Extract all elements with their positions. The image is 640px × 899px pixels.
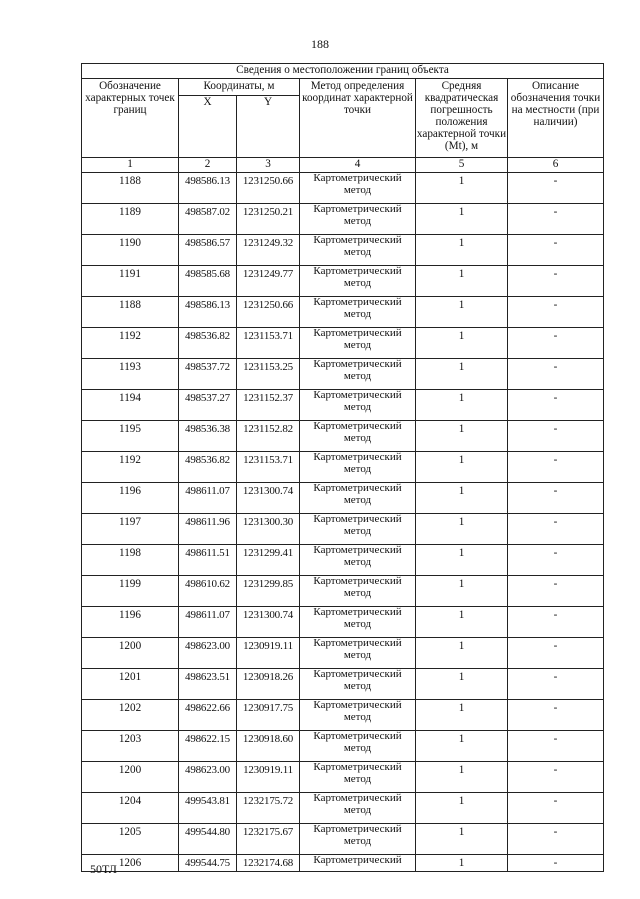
description-cell: - — [508, 824, 604, 855]
coordinate-y-cell: 1231249.32 — [237, 235, 300, 266]
table-row — [82, 266, 604, 297]
error-cell: 1 — [416, 204, 508, 235]
coordinate-x-cell: 498586.13 — [179, 297, 237, 328]
method-cell: Картометрический метод — [300, 700, 416, 731]
point-id-cell: 1203 — [82, 731, 179, 762]
column-number-row — [82, 158, 604, 173]
boundary-points-table — [81, 63, 604, 872]
description-cell: - — [508, 731, 604, 762]
header-description: Описание обозначения точки на местности (при наличии) — [508, 79, 604, 158]
column-number: 6 — [508, 158, 604, 173]
coordinate-x-cell: 498611.07 — [179, 607, 237, 638]
coordinate-y-cell: 1231250.66 — [237, 297, 300, 328]
coordinate-y-cell: 1231299.85 — [237, 576, 300, 607]
error-cell: 1 — [416, 669, 508, 700]
description-cell: - — [508, 514, 604, 545]
coordinate-x-cell: 498537.27 — [179, 390, 237, 421]
point-id-cell: 1196 — [82, 483, 179, 514]
description-cell: - — [508, 204, 604, 235]
table-row — [82, 855, 604, 872]
coordinate-y-cell: 1230919.11 — [237, 762, 300, 793]
description-cell: - — [508, 452, 604, 483]
error-cell: 1 — [416, 793, 508, 824]
description-cell: - — [508, 669, 604, 700]
error-cell: 1 — [416, 266, 508, 297]
table-row — [82, 762, 604, 793]
coordinate-y-cell: 1231300.74 — [237, 483, 300, 514]
point-id-cell: 1201 — [82, 669, 179, 700]
coordinate-x-cell: 499543.81 — [179, 793, 237, 824]
table-row — [82, 328, 604, 359]
coordinate-x-cell: 498611.51 — [179, 545, 237, 576]
method-cell: Картометрический метод — [300, 607, 416, 638]
coordinate-x-cell: 498537.72 — [179, 359, 237, 390]
table-row — [82, 731, 604, 762]
coordinate-y-cell: 1231249.77 — [237, 266, 300, 297]
coordinate-x-cell: 498610.62 — [179, 576, 237, 607]
description-cell: - — [508, 855, 604, 872]
table-row — [82, 235, 604, 266]
header-row — [82, 79, 604, 96]
coordinate-y-cell: 1230917.75 — [237, 700, 300, 731]
coordinate-x-cell: 498623.00 — [179, 638, 237, 669]
point-id-cell: 1190 — [82, 235, 179, 266]
coordinate-x-cell: 498585.68 — [179, 266, 237, 297]
error-cell: 1 — [416, 359, 508, 390]
header-y: Y — [237, 96, 300, 158]
method-cell: Картометрический метод — [300, 762, 416, 793]
point-id-cell: 1194 — [82, 390, 179, 421]
error-cell: 1 — [416, 731, 508, 762]
coordinate-x-cell: 498586.13 — [179, 173, 237, 204]
table-row — [82, 297, 604, 328]
header-method: Метод определения координат характерной точки — [300, 79, 416, 158]
point-id-cell: 1193 — [82, 359, 179, 390]
column-number: 5 — [416, 158, 508, 173]
method-cell: Картометрический метод — [300, 421, 416, 452]
point-id-cell: 1192 — [82, 328, 179, 359]
description-cell: - — [508, 483, 604, 514]
error-cell: 1 — [416, 297, 508, 328]
method-cell: Картометрический метод — [300, 297, 416, 328]
coordinate-x-cell: 498586.57 — [179, 235, 237, 266]
coordinate-y-cell: 1230918.26 — [237, 669, 300, 700]
point-id-cell: 1189 — [82, 204, 179, 235]
point-id-cell: 1206 — [82, 855, 179, 872]
coordinate-y-cell: 1231250.66 — [237, 173, 300, 204]
point-id-cell: 1188 — [82, 173, 179, 204]
point-id-cell: 1192 — [82, 452, 179, 483]
coordinate-y-cell: 1231153.71 — [237, 452, 300, 483]
method-cell: Картометрический метод — [300, 793, 416, 824]
description-cell: - — [508, 793, 604, 824]
description-cell: - — [508, 328, 604, 359]
coordinate-x-cell: 498536.82 — [179, 328, 237, 359]
error-cell: 1 — [416, 235, 508, 266]
method-cell: Картометрический метод — [300, 204, 416, 235]
error-cell: 1 — [416, 576, 508, 607]
table-row — [82, 173, 604, 204]
description-cell: - — [508, 421, 604, 452]
error-cell: 1 — [416, 173, 508, 204]
table-row — [82, 359, 604, 390]
point-id-cell: 1204 — [82, 793, 179, 824]
table-caption-row — [82, 64, 604, 79]
table-row — [82, 638, 604, 669]
error-cell: 1 — [416, 452, 508, 483]
error-cell: 1 — [416, 762, 508, 793]
table-row — [82, 576, 604, 607]
coordinate-y-cell: 1232175.67 — [237, 824, 300, 855]
coordinate-y-cell: 1231300.74 — [237, 607, 300, 638]
coordinate-y-cell: 1230919.11 — [237, 638, 300, 669]
coordinate-y-cell: 1231300.30 — [237, 514, 300, 545]
coordinate-x-cell: 498536.38 — [179, 421, 237, 452]
error-cell: 1 — [416, 483, 508, 514]
description-cell: - — [508, 235, 604, 266]
point-id-cell: 1197 — [82, 514, 179, 545]
column-number: 3 — [237, 158, 300, 173]
method-cell: Картометрический метод — [300, 731, 416, 762]
description-cell: - — [508, 173, 604, 204]
description-cell: - — [508, 638, 604, 669]
coordinate-x-cell: 499544.75 — [179, 855, 237, 872]
page-number: 188 — [311, 37, 329, 51]
error-cell: 1 — [416, 328, 508, 359]
description-cell: - — [508, 607, 604, 638]
coordinate-y-cell: 1231152.37 — [237, 390, 300, 421]
coordinate-x-cell: 498611.96 — [179, 514, 237, 545]
footer-code: 50ТЛ — [90, 862, 117, 876]
error-cell: 1 — [416, 855, 508, 872]
method-cell: Картометрический — [300, 855, 416, 872]
coordinate-x-cell: 498622.15 — [179, 731, 237, 762]
coordinate-x-cell: 498623.51 — [179, 669, 237, 700]
point-id-cell: 1199 — [82, 576, 179, 607]
header-x: X — [179, 96, 237, 158]
coordinate-y-cell: 1231299.41 — [237, 545, 300, 576]
coordinate-y-cell: 1231152.82 — [237, 421, 300, 452]
method-cell: Картометрический метод — [300, 545, 416, 576]
table-row — [82, 700, 604, 731]
header-point: Обозначение характерных точек границ — [82, 79, 179, 158]
error-cell: 1 — [416, 638, 508, 669]
column-number: 1 — [82, 158, 179, 173]
coordinate-x-cell: 498536.82 — [179, 452, 237, 483]
method-cell: Картометрический метод — [300, 390, 416, 421]
description-cell: - — [508, 390, 604, 421]
point-id-cell: 1188 — [82, 297, 179, 328]
coordinate-x-cell: 498587.02 — [179, 204, 237, 235]
method-cell: Картометрический метод — [300, 514, 416, 545]
error-cell: 1 — [416, 390, 508, 421]
point-id-cell: 1205 — [82, 824, 179, 855]
method-cell: Картометрический метод — [300, 173, 416, 204]
table-row — [82, 483, 604, 514]
error-cell: 1 — [416, 514, 508, 545]
description-cell: - — [508, 359, 604, 390]
coordinate-y-cell: 1231153.71 — [237, 328, 300, 359]
method-cell: Картометрический метод — [300, 328, 416, 359]
table-row — [82, 824, 604, 855]
error-cell: 1 — [416, 700, 508, 731]
description-cell: - — [508, 545, 604, 576]
method-cell: Картометрический метод — [300, 669, 416, 700]
method-cell: Картометрический метод — [300, 576, 416, 607]
method-cell: Картометрический метод — [300, 638, 416, 669]
method-cell: Картометрический метод — [300, 235, 416, 266]
error-cell: 1 — [416, 421, 508, 452]
table-row — [82, 669, 604, 700]
description-cell: - — [508, 700, 604, 731]
table-row — [82, 545, 604, 576]
table-caption: Сведения о местоположении границ объекта — [82, 64, 604, 79]
method-cell: Картометрический метод — [300, 483, 416, 514]
header-coordinates: Координаты, м — [179, 79, 300, 96]
point-id-cell: 1196 — [82, 607, 179, 638]
coordinate-y-cell: 1232175.72 — [237, 793, 300, 824]
coordinate-y-cell: 1231153.25 — [237, 359, 300, 390]
point-id-cell: 1195 — [82, 421, 179, 452]
point-id-cell: 1200 — [82, 638, 179, 669]
point-id-cell: 1202 — [82, 700, 179, 731]
table-row — [82, 390, 604, 421]
description-cell: - — [508, 576, 604, 607]
error-cell: 1 — [416, 824, 508, 855]
coordinate-x-cell: 498623.00 — [179, 762, 237, 793]
table-row — [82, 452, 604, 483]
method-cell: Картометрический метод — [300, 266, 416, 297]
table-row — [82, 514, 604, 545]
point-id-cell: 1198 — [82, 545, 179, 576]
description-cell: - — [508, 297, 604, 328]
point-id-cell: 1200 — [82, 762, 179, 793]
method-cell: Картометрический метод — [300, 359, 416, 390]
coordinate-y-cell: 1231250.21 — [237, 204, 300, 235]
table-row — [82, 421, 604, 452]
error-cell: 1 — [416, 545, 508, 576]
coordinate-x-cell: 498622.66 — [179, 700, 237, 731]
column-number: 2 — [179, 158, 237, 173]
column-number: 4 — [300, 158, 416, 173]
description-cell: - — [508, 762, 604, 793]
description-cell: - — [508, 266, 604, 297]
coordinate-x-cell: 498611.07 — [179, 483, 237, 514]
header-error: Средняя квадратическая погрешность положения характерной точки (Mt), м — [416, 79, 508, 158]
point-id-cell: 1191 — [82, 266, 179, 297]
coordinate-y-cell: 1232174.68 — [237, 855, 300, 872]
method-cell: Картометрический метод — [300, 824, 416, 855]
table-row — [82, 607, 604, 638]
error-cell: 1 — [416, 607, 508, 638]
table-row — [82, 793, 604, 824]
table-row — [82, 204, 604, 235]
method-cell: Картометрический метод — [300, 452, 416, 483]
coordinate-x-cell: 499544.80 — [179, 824, 237, 855]
coordinate-y-cell: 1230918.60 — [237, 731, 300, 762]
